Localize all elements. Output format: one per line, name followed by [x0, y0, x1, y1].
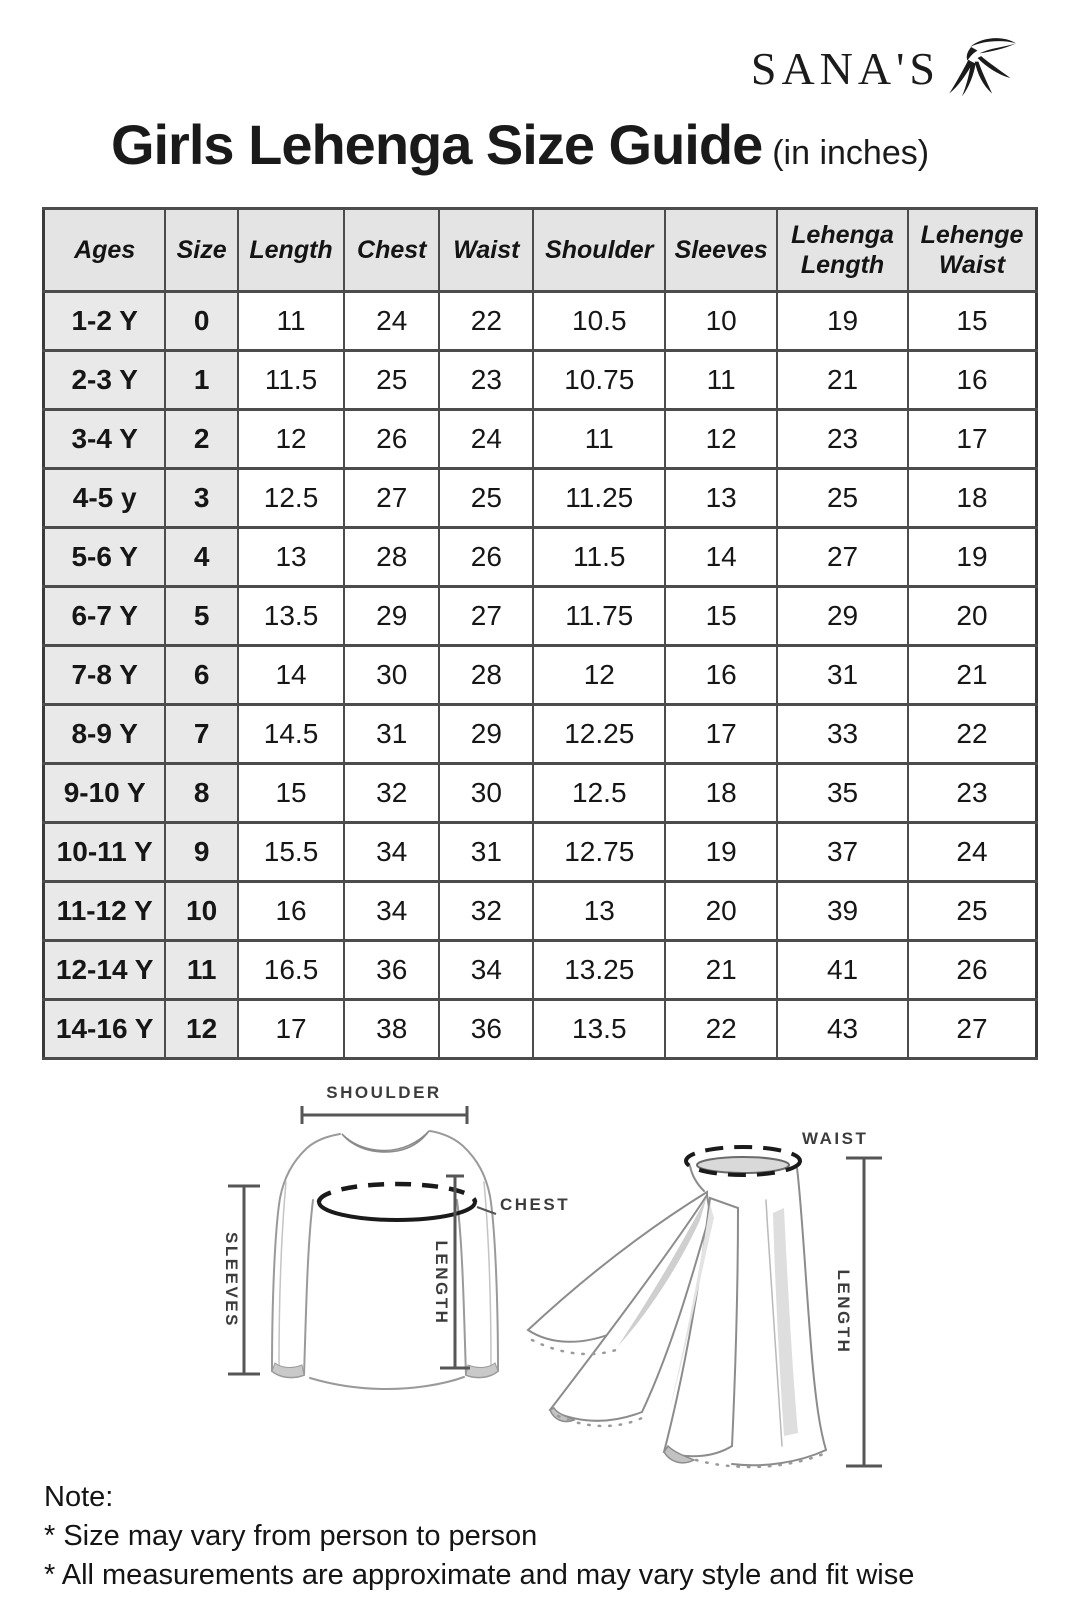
table-cell-lehenge-waist: 21 [908, 646, 1037, 705]
table-cell-chest: 27 [344, 469, 439, 528]
table-cell-sleeves: 16 [665, 646, 777, 705]
table-row [44, 823, 1037, 882]
table-cell-sleeves: 13 [665, 469, 777, 528]
table-cell-size: 2 [165, 410, 237, 469]
table-row [44, 1000, 1037, 1059]
table-cell-length: 13 [238, 528, 344, 587]
table-cell-waist: 28 [439, 646, 533, 705]
table-cell-chest: 29 [344, 587, 439, 646]
table-cell-waist: 25 [439, 469, 533, 528]
measurement-diagram [180, 1078, 900, 1478]
table-cell-ages: 10-11 Y [44, 823, 166, 882]
table-body [44, 292, 1037, 1059]
table-row [44, 587, 1037, 646]
table-cell-waist: 36 [439, 1000, 533, 1059]
table-cell-length: 15.5 [238, 823, 344, 882]
table-cell-size: 11 [165, 941, 237, 1000]
table-cell-waist: 24 [439, 410, 533, 469]
table-cell-length: 14.5 [238, 705, 344, 764]
table-cell-length: 12 [238, 410, 344, 469]
table-cell-chest: 36 [344, 941, 439, 1000]
table-cell-ages: 9-10 Y [44, 764, 166, 823]
table-cell-size: 3 [165, 469, 237, 528]
table-cell-size: 10 [165, 882, 237, 941]
table-cell-lehenge-waist: 27 [908, 1000, 1037, 1059]
table-header-row [44, 209, 1037, 292]
table-row [44, 469, 1037, 528]
table-cell-shoulder: 12.5 [533, 764, 665, 823]
table-cell-lehenga-length: 25 [777, 469, 908, 528]
table-row [44, 292, 1037, 351]
brand-name: SANA'S [750, 42, 940, 94]
table-row [44, 705, 1037, 764]
table-row [44, 410, 1037, 469]
table-cell-ages: 4-5 y [44, 469, 166, 528]
table-cell-size: 1 [165, 351, 237, 410]
table-cell-length: 11.5 [238, 351, 344, 410]
table-cell-chest: 32 [344, 764, 439, 823]
table-cell-chest: 24 [344, 292, 439, 351]
table-cell-lehenge-waist: 23 [908, 764, 1037, 823]
table-cell-lehenge-waist: 24 [908, 823, 1037, 882]
table-cell-chest: 31 [344, 705, 439, 764]
table-cell-size: 8 [165, 764, 237, 823]
note-title: Note: [44, 1481, 114, 1513]
top-length-label: LENGTH [432, 1240, 451, 1326]
size-table [42, 207, 1038, 1060]
page-title-units: (in inches) [772, 134, 930, 172]
column-header-waist: Waist [439, 209, 533, 292]
table-cell-size: 9 [165, 823, 237, 882]
table-cell-chest: 28 [344, 528, 439, 587]
table-cell-ages: 12-14 Y [44, 941, 166, 1000]
waist-label: WAIST [802, 1129, 869, 1148]
table-cell-chest: 34 [344, 882, 439, 941]
column-header-shoulder: Shoulder [533, 209, 665, 292]
table-cell-waist: 26 [439, 528, 533, 587]
chest-ellipse [319, 1184, 475, 1220]
table-row [44, 528, 1037, 587]
table-cell-ages: 1-2 Y [44, 292, 166, 351]
table-cell-sleeves: 14 [665, 528, 777, 587]
table-row [44, 764, 1037, 823]
table-cell-shoulder: 13.25 [533, 941, 665, 1000]
table-cell-lehenge-waist: 26 [908, 941, 1037, 1000]
table-cell-size: 6 [165, 646, 237, 705]
table-cell-sleeves: 18 [665, 764, 777, 823]
page-title-text: Girls Lehenga Size Guide [110, 113, 763, 176]
table-cell-lehenga-length: 23 [777, 410, 908, 469]
table-cell-ages: 8-9 Y [44, 705, 166, 764]
table-cell-ages: 2-3 Y [44, 351, 166, 410]
table-cell-lehenge-waist: 20 [908, 587, 1037, 646]
table-cell-shoulder: 11.75 [533, 587, 665, 646]
table-cell-ages: 5-6 Y [44, 528, 166, 587]
table-cell-sleeves: 10 [665, 292, 777, 351]
page-title [0, 112, 1080, 177]
table-cell-length: 16 [238, 882, 344, 941]
table-cell-shoulder: 11 [533, 410, 665, 469]
table-cell-lehenga-length: 19 [777, 292, 908, 351]
table-cell-sleeves: 11 [665, 351, 777, 410]
table-row [44, 882, 1037, 941]
notes-list [44, 1517, 914, 1595]
notes [44, 1478, 914, 1595]
column-header-chest: Chest [344, 209, 439, 292]
column-header-lehenge-waist: Lehenge Waist [908, 209, 1037, 292]
table-cell-ages: 3-4 Y [44, 410, 166, 469]
table-cell-chest: 38 [344, 1000, 439, 1059]
table-row [44, 646, 1037, 705]
table-cell-sleeves: 17 [665, 705, 777, 764]
table-cell-ages: 6-7 Y [44, 587, 166, 646]
sleeves-label: SLEEVES [222, 1232, 241, 1328]
column-header-lehenga-length: Lehenga Length [777, 209, 908, 292]
table-cell-shoulder: 11.5 [533, 528, 665, 587]
table-cell-size: 5 [165, 587, 237, 646]
table-cell-size: 0 [165, 292, 237, 351]
table-cell-chest: 26 [344, 410, 439, 469]
table-cell-lehenga-length: 43 [777, 1000, 908, 1059]
note-item: * Size may vary from person to person [44, 1520, 538, 1552]
table-cell-lehenge-waist: 18 [908, 469, 1037, 528]
table-cell-length: 14 [238, 646, 344, 705]
table-cell-lehenge-waist: 17 [908, 410, 1037, 469]
table-cell-sleeves: 15 [665, 587, 777, 646]
table-cell-ages: 11-12 Y [44, 882, 166, 941]
table-cell-waist: 32 [439, 882, 533, 941]
table-cell-lehenga-length: 21 [777, 351, 908, 410]
table-cell-lehenga-length: 35 [777, 764, 908, 823]
table-cell-waist: 23 [439, 351, 533, 410]
table-cell-waist: 22 [439, 292, 533, 351]
column-header-length: Length [238, 209, 344, 292]
skirt-length-label: LENGTH [834, 1269, 853, 1355]
column-header-ages: Ages [44, 209, 166, 292]
chest-label: CHEST [500, 1195, 571, 1214]
table-cell-shoulder: 13.5 [533, 1000, 665, 1059]
table-cell-waist: 31 [439, 823, 533, 882]
column-header-size: Size [165, 209, 237, 292]
table-cell-lehenge-waist: 16 [908, 351, 1037, 410]
table-cell-length: 15 [238, 764, 344, 823]
table-row [44, 941, 1037, 1000]
table-cell-length: 16.5 [238, 941, 344, 1000]
table-cell-lehenga-length: 31 [777, 646, 908, 705]
top-sketch [272, 1131, 498, 1389]
table-cell-lehenga-length: 39 [777, 882, 908, 941]
shoulder-label: SHOULDER [326, 1083, 442, 1102]
table-cell-sleeves: 22 [665, 1000, 777, 1059]
table-row [44, 351, 1037, 410]
column-header-sleeves: Sleeves [665, 209, 777, 292]
table-cell-sleeves: 21 [665, 941, 777, 1000]
table-cell-lehenge-waist: 15 [908, 292, 1037, 351]
table-cell-lehenge-waist: 22 [908, 705, 1037, 764]
table-cell-shoulder: 10.5 [533, 292, 665, 351]
table-cell-size: 4 [165, 528, 237, 587]
table-cell-shoulder: 13 [533, 882, 665, 941]
table-cell-length: 12.5 [238, 469, 344, 528]
table-cell-sleeves: 19 [665, 823, 777, 882]
table-cell-shoulder: 12.75 [533, 823, 665, 882]
table-cell-size: 7 [165, 705, 237, 764]
table-cell-lehenga-length: 29 [777, 587, 908, 646]
table-cell-length: 17 [238, 1000, 344, 1059]
table-cell-sleeves: 20 [665, 882, 777, 941]
table-cell-waist: 34 [439, 941, 533, 1000]
table-cell-shoulder: 12 [533, 646, 665, 705]
table-cell-lehenge-waist: 25 [908, 882, 1037, 941]
table-cell-chest: 25 [344, 351, 439, 410]
table-cell-lehenga-length: 41 [777, 941, 908, 1000]
table-cell-lehenge-waist: 19 [908, 528, 1037, 587]
table-cell-lehenga-length: 37 [777, 823, 908, 882]
table-cell-chest: 30 [344, 646, 439, 705]
table-cell-chest: 34 [344, 823, 439, 882]
table-cell-shoulder: 11.25 [533, 469, 665, 528]
table-cell-size: 12 [165, 1000, 237, 1059]
table-cell-waist: 30 [439, 764, 533, 823]
skirt-sketch [528, 1157, 828, 1467]
table-cell-shoulder: 10.75 [533, 351, 665, 410]
brand-logo [751, 36, 1020, 100]
table-cell-waist: 27 [439, 587, 533, 646]
table-cell-sleeves: 12 [665, 410, 777, 469]
table-cell-lehenga-length: 27 [777, 528, 908, 587]
table-cell-ages: 14-16 Y [44, 1000, 166, 1059]
dress-icon [946, 36, 1020, 100]
note-item: * All measurements are approximate and may vary style and fit wise [44, 1559, 915, 1591]
table-cell-length: 11 [238, 292, 344, 351]
table-cell-lehenga-length: 33 [777, 705, 908, 764]
table-cell-length: 13.5 [238, 587, 344, 646]
table-cell-ages: 7-8 Y [44, 646, 166, 705]
table-cell-waist: 29 [439, 705, 533, 764]
table-cell-shoulder: 12.25 [533, 705, 665, 764]
